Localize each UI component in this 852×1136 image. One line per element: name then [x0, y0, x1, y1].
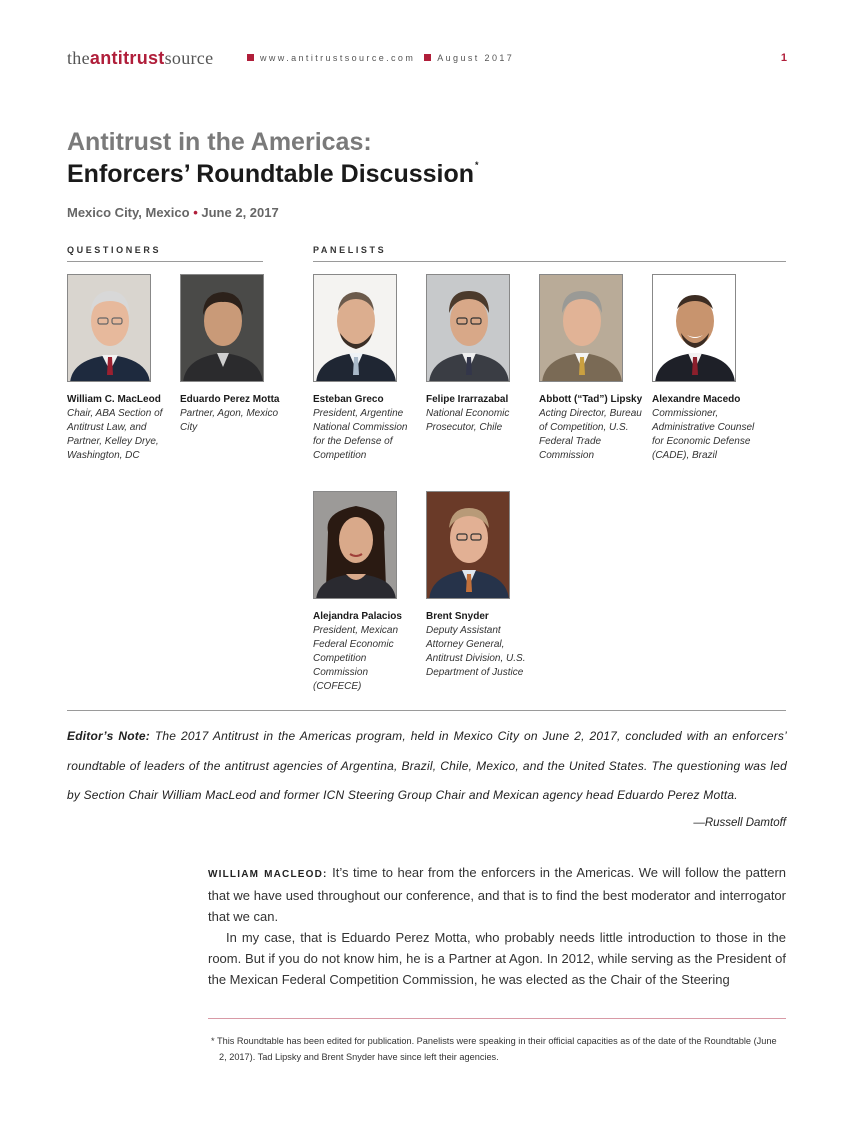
section-divider: [67, 710, 786, 711]
title-line-2: Enforcers’ Roundtable Discussion*: [67, 160, 479, 188]
footnote: * This Roundtable has been edited for publication. Panelists were speaking in their official capacities as of the date of the Roundtable (June 2, 2017). Tad Lipsky and Brent Snyder have since left their agencies.: [211, 1036, 777, 1062]
website-url: www.antitrustsource.com: [260, 53, 416, 63]
person-name: Alejandra Palacios President, Mexican Federal Economic Competition Commission (COFECE): [313, 610, 418, 694]
person-name: Brent Snyder Deputy Assistant Attorney General, Antitrust Division, U.S. Department of Justice: [426, 610, 531, 680]
editor-note: [67, 722, 787, 811]
dateline: Mexico City, Mexico • June 2, 2017: [67, 205, 279, 220]
issue-date: August 2017: [437, 53, 515, 63]
portrait-photo: [426, 491, 510, 599]
person-name: William C. MacLeod Chair, ABA Section of Antitrust Law, and Partner, Kelley Drye, Washington, DC: [67, 393, 172, 463]
portrait-photo: [539, 274, 623, 382]
person-name: Esteban Greco President, Argentine National Commission for the Defense of Competition: [313, 393, 418, 463]
portrait-photo: [180, 274, 264, 382]
square-bullet-icon: [247, 54, 254, 61]
page-header: [67, 48, 787, 70]
editor-note-label: Editor’s Note:: [67, 729, 151, 743]
title-footnote-mark: *: [475, 160, 479, 170]
person-name: Eduardo Perez Motta Partner, Agon, Mexico City: [180, 393, 285, 435]
questioners-label: QUESTIONERS: [67, 245, 162, 255]
questioners-rule: [67, 261, 263, 262]
portrait-photo: [67, 274, 151, 382]
person-name: Felipe Irarrazabal National Economic Prosecutor, Chile: [426, 393, 531, 435]
transcript-paragraph: WILLIAM MACLEOD: It’s time to hear from the enforcers in the Americas. We will follow the pattern that we have used throughout our conference, and that is to find the best moderator and interrogator that we can.: [208, 865, 786, 924]
person-role: President, Mexican Federal Economic Competition Commission (COFECE): [313, 625, 399, 692]
transcript-paragraph: In my case, that is Eduardo Perez Motta, who probably needs little introduction to those in the room. But if you do not know him, he is a Partner at Agon. In 2012, while serving as the President of the Mexican Federal Competition Commission, he was elected as the Chair of the Steering: [208, 930, 786, 987]
square-bullet-icon: [424, 54, 431, 61]
footnote-rule: [208, 1018, 786, 1019]
portrait-photo: [426, 274, 510, 382]
title-line-1: Antitrust in the Americas:: [67, 128, 372, 156]
person-role: Acting Director, Bureau of Competition, U.S. Federal Trade Commission: [539, 408, 642, 461]
person-role: Partner, Agon, Mexico City: [180, 408, 279, 433]
person-role: Deputy Assistant Attorney General, Antitrust Division, U.S. Department of Justice: [426, 625, 526, 678]
editor-signature: —Russell Damtoff: [693, 817, 786, 829]
antitrust-source-logo: theantitrustsource: [67, 48, 214, 68]
person-role: Commissioner, Administrative Counsel for Economic Defense (CADE), Brazil: [652, 408, 755, 461]
portrait-photo: [652, 274, 736, 382]
portrait-photo: [313, 491, 397, 599]
person-role: Chair, ABA Section of Antitrust Law, and Partner, Kelley Drye, Washington, DC: [67, 408, 163, 461]
person-name: Alexandre Macedo Commissioner, Administrative Counsel for Economic Defense (CADE), Brazil: [652, 393, 757, 463]
editor-note-text: The 2017 Antitrust in the Americas program, held in Mexico City on June 2, 2017, concluded with an enforcers’ roundtable of leaders of the antitrust agencies of Argentina, Brazil, Chile, Mexico, and the United States. The questioning was led by Section Chair William MacLeod and former ICN Steering Group Chair and Mexican agency head Eduardo Perez Motta.: [67, 729, 787, 802]
panelists-rule: [313, 261, 786, 262]
transcript-body: [208, 862, 786, 990]
person-role: President, Argentine National Commission for the Defense of Competition: [313, 408, 408, 461]
page-number: 1: [780, 52, 787, 64]
person-name: Abbott (“Tad”) Lipsky Acting Director, Bureau of Competition, U.S. Federal Trade Commission: [539, 394, 643, 461]
header-meta: [243, 53, 514, 63]
person-role: National Economic Prosecutor, Chile: [426, 408, 510, 433]
portrait-photo: [313, 274, 397, 382]
speaker-name: WILLIAM MACLEOD:: [208, 869, 328, 880]
panelists-label: PANELISTS: [313, 245, 387, 255]
